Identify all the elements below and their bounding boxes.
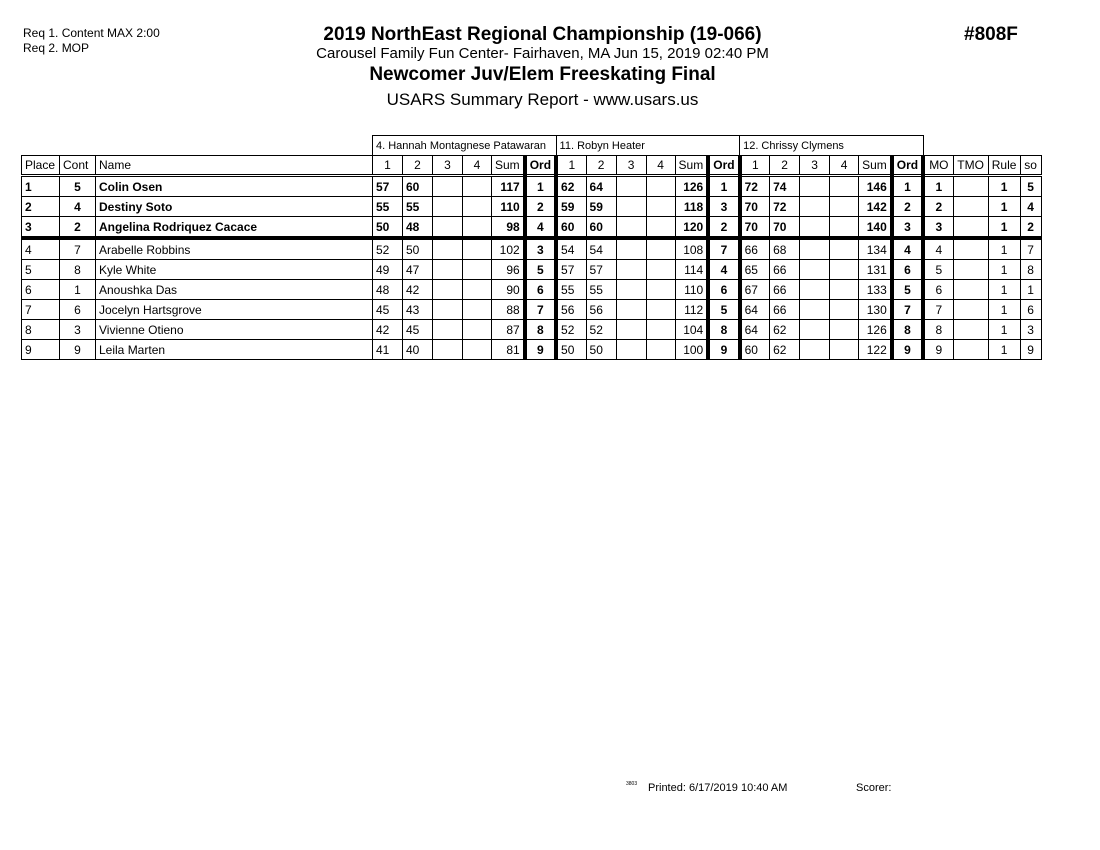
cont-cell: 6 — [60, 300, 96, 320]
judge-2-score-cell: 5 — [708, 300, 739, 320]
judge-2-score-cell: 60 — [586, 217, 616, 239]
requirement-2: Req 2. MOP — [23, 41, 90, 55]
judge-1-name: 4. Hannah Montagnese Patawaran — [373, 136, 557, 156]
judge-1-score-cell: 6 — [525, 280, 556, 300]
table-row — [22, 176, 1042, 197]
judge-3-score-cell: 8 — [892, 320, 923, 340]
rule-cell: 1 — [988, 300, 1020, 320]
judge-2-score-cell — [646, 320, 675, 340]
judge-2-col-3: 3 — [616, 156, 646, 176]
judge-3-score-cell: 2 — [892, 197, 923, 217]
judge-2-score-cell: 1 — [708, 176, 739, 197]
judge-1-score-cell: 60 — [403, 176, 433, 197]
judge-1-score-cell — [463, 176, 492, 197]
judge-2-score-cell: 62 — [556, 176, 586, 197]
judge-1-score-cell — [463, 217, 492, 239]
judge-3-score-cell: 126 — [859, 320, 892, 340]
scorer-label: Scorer: — [856, 782, 892, 794]
judge-1-score-cell: 40 — [403, 340, 433, 360]
judge-2-name: 11. Robyn Heater — [556, 136, 740, 156]
mo-cell: 9 — [923, 340, 953, 360]
judge-3-score-cell — [800, 260, 830, 280]
place-cell: 7 — [22, 300, 60, 320]
judge-3-score-cell: 142 — [859, 197, 892, 217]
judge-3-col-3: 3 — [800, 156, 830, 176]
place-cell: 3 — [22, 217, 60, 239]
rule-cell: 1 — [988, 197, 1020, 217]
place-cell: 5 — [22, 260, 60, 280]
judge-1-score-cell: 57 — [373, 176, 403, 197]
judge-3-score-cell: 62 — [770, 320, 800, 340]
cont-cell: 5 — [60, 176, 96, 197]
judge-2-score-cell: 118 — [675, 197, 708, 217]
judge-3-score-cell — [800, 217, 830, 239]
name-cell: Anoushka Das — [96, 280, 373, 300]
report-title: USARS Summary Report - www.usars.us — [386, 90, 699, 109]
name-cell: Angelina Rodriquez Cacace — [96, 217, 373, 239]
judge-1-score-cell — [433, 300, 463, 320]
judge-2-score-cell: 56 — [586, 300, 616, 320]
judge-1-score-cell: 55 — [373, 197, 403, 217]
so-cell: 2 — [1020, 217, 1041, 239]
judge-3-score-cell: 68 — [770, 238, 800, 260]
judge-1-score-cell — [433, 340, 463, 360]
judge-1-score-cell: 9 — [525, 340, 556, 360]
so-cell: 9 — [1020, 340, 1041, 360]
mo-cell: 3 — [923, 217, 953, 239]
competition-title: 2019 NorthEast Regional Championship (19-066) — [323, 24, 762, 45]
judge-1-score-cell: 90 — [492, 280, 525, 300]
judge-1-score-cell: 42 — [403, 280, 433, 300]
rule-cell: 1 — [988, 217, 1020, 239]
judge-2-score-cell: 50 — [556, 340, 586, 360]
judge-2-score-cell — [646, 176, 675, 197]
judge-3-score-cell: 74 — [770, 176, 800, 197]
cont-cell: 7 — [60, 238, 96, 260]
judge-3-score-cell — [830, 176, 859, 197]
judge-2-score-cell: 60 — [556, 217, 586, 239]
judge-3-score-cell: 134 — [859, 238, 892, 260]
printed-timestamp: Printed: 6/17/2019 10:40 AM — [648, 782, 788, 794]
judge-1-score-cell: 43 — [403, 300, 433, 320]
judge-1-col-4: 4 — [463, 156, 492, 176]
judge-3-score-cell: 7 — [892, 300, 923, 320]
mo-cell: 6 — [923, 280, 953, 300]
judge-1-score-cell: 98 — [492, 217, 525, 239]
judge-2-score-cell: 126 — [675, 176, 708, 197]
judge-2-score-cell: 56 — [556, 300, 586, 320]
table-row — [22, 300, 1042, 320]
place-cell: 4 — [22, 238, 60, 260]
judge-3-score-cell — [830, 280, 859, 300]
judge-3-score-cell: 65 — [740, 260, 770, 280]
mo-cell: 7 — [923, 300, 953, 320]
judge-2-score-cell: 59 — [556, 197, 586, 217]
requirement-1: Req 1. Content MAX 2:00 — [23, 26, 160, 40]
judge-3-score-cell: 140 — [859, 217, 892, 239]
judge-header-row — [22, 136, 1042, 156]
judge-3-score-cell: 66 — [770, 280, 800, 300]
judge-2-col-4: 4 — [646, 156, 675, 176]
judge-1-score-cell — [463, 300, 492, 320]
judge-2-score-cell: 55 — [586, 280, 616, 300]
name-cell: Vivienne Otieno — [96, 320, 373, 340]
cont-cell: 8 — [60, 260, 96, 280]
col-so: so — [1020, 156, 1041, 176]
place-cell: 1 — [22, 176, 60, 197]
judge-2-score-cell: 59 — [586, 197, 616, 217]
cont-cell: 4 — [60, 197, 96, 217]
col-rule: Rule — [988, 156, 1020, 176]
judge-3-score-cell: 70 — [770, 217, 800, 239]
judge-3-score-cell: 133 — [859, 280, 892, 300]
judge-3-score-cell: 3 — [892, 217, 923, 239]
table-row — [22, 280, 1042, 300]
judge-2-score-cell — [646, 238, 675, 260]
judge-3-score-cell: 122 — [859, 340, 892, 360]
judge-3-score-cell — [800, 238, 830, 260]
judge-2-score-cell: 52 — [556, 320, 586, 340]
so-cell: 5 — [1020, 176, 1041, 197]
judge-2-score-cell — [616, 197, 646, 217]
name-cell: Colin Osen — [96, 176, 373, 197]
judge-3-score-cell: 66 — [740, 238, 770, 260]
judge-3-score-cell: 62 — [770, 340, 800, 360]
judge-2-score-cell: 9 — [708, 340, 739, 360]
judge-3-score-cell: 70 — [740, 217, 770, 239]
mo-cell: 1 — [923, 176, 953, 197]
judge-1-score-cell: 55 — [403, 197, 433, 217]
judge-1-score-cell: 110 — [492, 197, 525, 217]
judge-1-score-cell — [463, 280, 492, 300]
judge-1-score-cell: 50 — [373, 217, 403, 239]
judge-1-score-cell — [433, 320, 463, 340]
judge-2-score-cell: 112 — [675, 300, 708, 320]
judge-1-score-cell: 48 — [373, 280, 403, 300]
judge-3-score-cell — [800, 300, 830, 320]
judge-2-score-cell: 57 — [556, 260, 586, 280]
mo-cell: 8 — [923, 320, 953, 340]
judge-1-score-cell — [463, 197, 492, 217]
rule-cell: 1 — [988, 320, 1020, 340]
judge-3-score-cell: 1 — [892, 176, 923, 197]
judge-3-score-cell: 70 — [740, 197, 770, 217]
judge-2-score-cell: 110 — [675, 280, 708, 300]
table-row — [22, 238, 1042, 260]
judge-3-score-cell — [830, 340, 859, 360]
judge-2-score-cell: 54 — [586, 238, 616, 260]
cont-cell: 9 — [60, 340, 96, 360]
judge-1-score-cell: 42 — [373, 320, 403, 340]
judge-2-score-cell — [616, 176, 646, 197]
rule-cell: 1 — [988, 260, 1020, 280]
judge-3-score-cell — [830, 300, 859, 320]
judge-1-score-cell: 50 — [403, 238, 433, 260]
judge-1-score-cell: 4 — [525, 217, 556, 239]
table-row — [22, 260, 1042, 280]
tmo-cell — [953, 176, 988, 197]
judge-3-score-cell — [830, 260, 859, 280]
judge-3-score-cell: 131 — [859, 260, 892, 280]
judge-2-score-cell: 6 — [708, 280, 739, 300]
judge-1-score-cell: 88 — [492, 300, 525, 320]
judge-1-score-cell — [463, 260, 492, 280]
judge-1-score-cell — [463, 320, 492, 340]
judge-3-score-cell: 146 — [859, 176, 892, 197]
judge-3-score-cell: 64 — [740, 300, 770, 320]
judge-1-score-cell — [463, 340, 492, 360]
judge-2-score-cell: 114 — [675, 260, 708, 280]
tmo-cell — [953, 340, 988, 360]
table-row — [22, 217, 1042, 239]
judge-2-col-sum: Sum — [675, 156, 708, 176]
judge-2-score-cell: 7 — [708, 238, 739, 260]
tmo-cell — [953, 260, 988, 280]
judge-3-score-cell — [800, 197, 830, 217]
name-cell: Leila Marten — [96, 340, 373, 360]
judge-2-score-cell — [646, 197, 675, 217]
judge-2-col-ord: Ord — [708, 156, 739, 176]
col-name: Name — [96, 156, 373, 176]
judge-3-score-cell — [800, 176, 830, 197]
name-cell: Jocelyn Hartsgrove — [96, 300, 373, 320]
name-cell: Arabelle Robbins — [96, 238, 373, 260]
judge-3-score-cell: 60 — [740, 340, 770, 360]
table-row — [22, 340, 1042, 360]
judge-2-score-cell — [616, 238, 646, 260]
place-cell: 8 — [22, 320, 60, 340]
judge-2-score-cell: 64 — [586, 176, 616, 197]
judge-2-score-cell — [646, 280, 675, 300]
judge-2-score-cell — [616, 320, 646, 340]
judge-3-score-cell: 6 — [892, 260, 923, 280]
judge-1-score-cell: 41 — [373, 340, 403, 360]
tmo-cell — [953, 197, 988, 217]
judge-1-score-cell: 48 — [403, 217, 433, 239]
judge-3-score-cell: 72 — [740, 176, 770, 197]
judge-2-score-cell: 8 — [708, 320, 739, 340]
judge-3-col-ord: Ord — [892, 156, 923, 176]
judge-2-score-cell — [646, 260, 675, 280]
judge-3-score-cell — [830, 238, 859, 260]
judge-3-score-cell: 9 — [892, 340, 923, 360]
col-mo: MO — [923, 156, 953, 176]
judge-1-score-cell — [433, 238, 463, 260]
judge-2-score-cell — [616, 300, 646, 320]
judge-1-score-cell: 47 — [403, 260, 433, 280]
mo-cell: 2 — [923, 197, 953, 217]
judge-1-score-cell — [433, 217, 463, 239]
judge-3-score-cell: 66 — [770, 260, 800, 280]
mo-cell: 5 — [923, 260, 953, 280]
judge-3-col-4: 4 — [830, 156, 859, 176]
judge-3-col-2: 2 — [770, 156, 800, 176]
judge-3-name: 12. Chrissy Clymens — [740, 136, 924, 156]
judge-2-score-cell: 104 — [675, 320, 708, 340]
table-row — [22, 197, 1042, 217]
tmo-cell — [953, 300, 988, 320]
judge-2-score-cell — [616, 280, 646, 300]
judge-3-score-cell: 64 — [740, 320, 770, 340]
cont-cell: 1 — [60, 280, 96, 300]
tmo-cell — [953, 238, 988, 260]
judge-2-score-cell: 4 — [708, 260, 739, 280]
tmo-cell — [953, 320, 988, 340]
judge-1-score-cell: 52 — [373, 238, 403, 260]
judge-1-score-cell: 7 — [525, 300, 556, 320]
judge-1-score-cell — [433, 260, 463, 280]
place-cell: 2 — [22, 197, 60, 217]
col-cont: Cont — [60, 156, 96, 176]
rule-cell: 1 — [988, 238, 1020, 260]
judge-2-score-cell — [646, 217, 675, 239]
rule-cell: 1 — [988, 340, 1020, 360]
rule-cell: 1 — [988, 176, 1020, 197]
so-cell: 8 — [1020, 260, 1041, 280]
judge-1-col-1: 1 — [373, 156, 403, 176]
judge-3-score-cell: 72 — [770, 197, 800, 217]
tmo-cell — [953, 280, 988, 300]
judge-3-score-cell — [800, 340, 830, 360]
judge-2-score-cell: 54 — [556, 238, 586, 260]
judge-2-col-2: 2 — [586, 156, 616, 176]
judge-3-score-cell — [800, 320, 830, 340]
judge-2-score-cell: 50 — [586, 340, 616, 360]
judge-3-score-cell — [830, 197, 859, 217]
name-cell: Destiny Soto — [96, 197, 373, 217]
judge-2-score-cell — [616, 340, 646, 360]
judge-3-score-cell: 5 — [892, 280, 923, 300]
judge-1-score-cell — [433, 176, 463, 197]
judge-2-score-cell — [616, 260, 646, 280]
results-table — [21, 135, 1042, 360]
judge-3-score-cell — [800, 280, 830, 300]
table-row — [22, 320, 1042, 340]
judge-3-col-sum: Sum — [859, 156, 892, 176]
judge-2-score-cell — [646, 300, 675, 320]
judge-1-score-cell: 2 — [525, 197, 556, 217]
so-cell: 4 — [1020, 197, 1041, 217]
judge-1-col-3: 3 — [433, 156, 463, 176]
judge-2-score-cell: 2 — [708, 217, 739, 239]
so-cell: 1 — [1020, 280, 1041, 300]
judge-1-score-cell — [433, 280, 463, 300]
judge-1-score-cell: 1 — [525, 176, 556, 197]
judge-1-score-cell — [463, 238, 492, 260]
judge-1-score-cell: 49 — [373, 260, 403, 280]
col-tmo: TMO — [953, 156, 988, 176]
version-code: 3803 — [626, 781, 638, 787]
judge-2-score-cell: 3 — [708, 197, 739, 217]
judge-1-score-cell: 117 — [492, 176, 525, 197]
judge-1-col-sum: Sum — [492, 156, 525, 176]
judge-2-col-1: 1 — [556, 156, 586, 176]
so-cell: 7 — [1020, 238, 1041, 260]
judge-3-score-cell — [830, 320, 859, 340]
cont-cell: 3 — [60, 320, 96, 340]
cont-cell: 2 — [60, 217, 96, 239]
judge-2-score-cell: 100 — [675, 340, 708, 360]
judge-1-score-cell: 5 — [525, 260, 556, 280]
col-place: Place — [22, 156, 60, 176]
judge-3-col-1: 1 — [740, 156, 770, 176]
judge-2-score-cell: 120 — [675, 217, 708, 239]
judge-2-score-cell: 57 — [586, 260, 616, 280]
judge-3-score-cell — [830, 217, 859, 239]
judge-1-score-cell: 8 — [525, 320, 556, 340]
judge-3-score-cell: 67 — [740, 280, 770, 300]
judge-2-score-cell — [616, 217, 646, 239]
judge-2-score-cell: 52 — [586, 320, 616, 340]
mo-cell: 4 — [923, 238, 953, 260]
column-header-row — [22, 156, 1042, 176]
judge-1-score-cell: 45 — [403, 320, 433, 340]
judge-2-score-cell — [646, 340, 675, 360]
judge-1-score-cell: 96 — [492, 260, 525, 280]
judge-3-score-cell: 66 — [770, 300, 800, 320]
place-cell: 6 — [22, 280, 60, 300]
so-cell: 3 — [1020, 320, 1041, 340]
judge-3-score-cell: 4 — [892, 238, 923, 260]
so-cell: 6 — [1020, 300, 1041, 320]
judge-1-score-cell: 3 — [525, 238, 556, 260]
judge-1-score-cell: 102 — [492, 238, 525, 260]
judge-1-score-cell: 45 — [373, 300, 403, 320]
judge-2-score-cell: 55 — [556, 280, 586, 300]
rule-cell: 1 — [988, 280, 1020, 300]
judge-1-col-ord: Ord — [525, 156, 556, 176]
judge-1-score-cell: 87 — [492, 320, 525, 340]
venue-line: Carousel Family Fun Center- Fairhaven, MA Jun 15, 2019 02:40 PM — [316, 45, 769, 62]
judge-2-score-cell: 108 — [675, 238, 708, 260]
place-cell: 9 — [22, 340, 60, 360]
event-title: Newcomer Juv/Elem Freeskating Final — [369, 64, 716, 85]
judge-1-score-cell: 81 — [492, 340, 525, 360]
tmo-cell — [953, 217, 988, 239]
judge-1-score-cell — [433, 197, 463, 217]
judge-3-score-cell: 130 — [859, 300, 892, 320]
name-cell: Kyle White — [96, 260, 373, 280]
judge-1-col-2: 2 — [403, 156, 433, 176]
event-code: #808F — [964, 24, 1018, 45]
